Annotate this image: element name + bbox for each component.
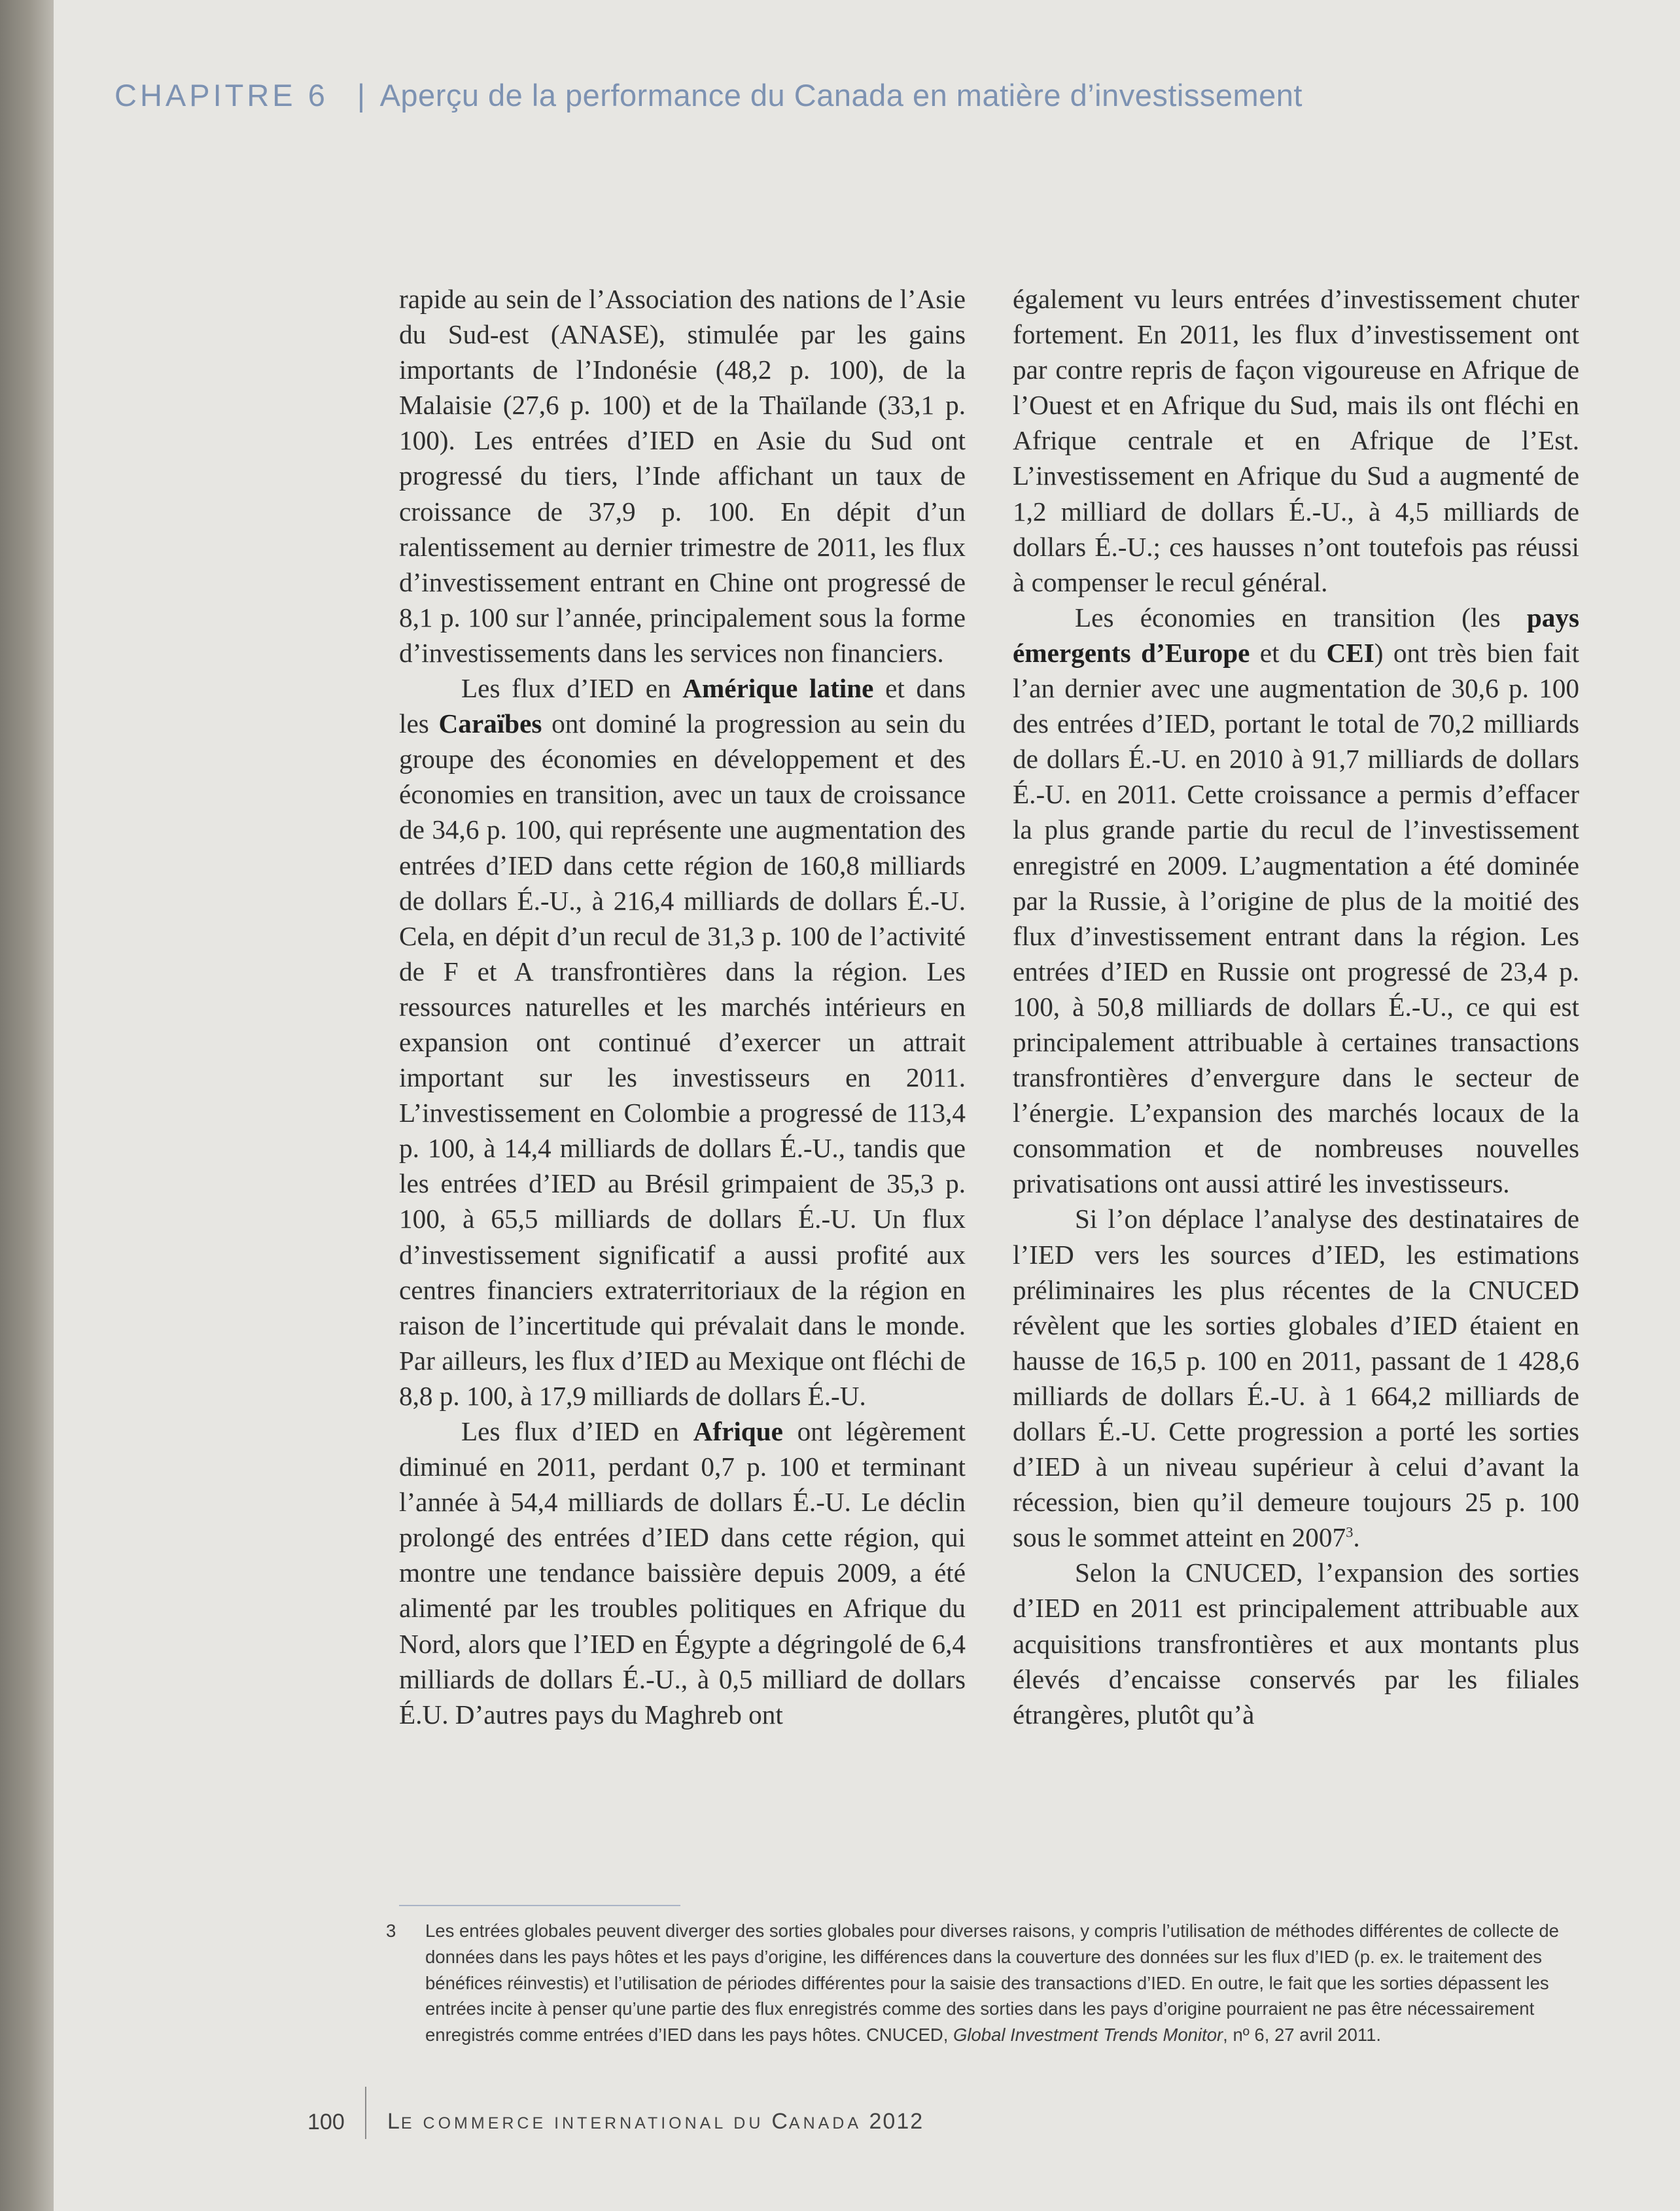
running-header bbox=[114, 77, 1303, 113]
footnote bbox=[386, 1918, 1603, 2048]
bold-term: Caraïbes bbox=[438, 708, 542, 739]
paragraph: également vu leurs entrées d’investissement chuter fortement. En 2011, les flux d’investissement ont par contre repris de façon vigoureuse en Afrique de l’Ouest et en Afrique du Sud, mais ils ont fléchi en Afrique centrale et en Afrique de l’Est. L’investissement en Afrique du Sud a augmenté de 1,2 milliard de dollars É.-U., à 4,5 milliards de dollars É.-U.; ces hausses n’ont toutefois pas réussi à compenser le recul général. bbox=[1013, 284, 1579, 597]
book-title: LE COMMERCE INTERNATIONAL DU CANADA 2012 bbox=[387, 2109, 924, 2134]
paragraph: rapide au sein de l’Association des nations de l’Asie du Sud-est (ANASE), stimulée par les gains importants de l’Indonésie (48,2 p. 100), de la Malaisie (27,6 p. 100) et de la Thaïlande (33,1 p. 100). Les entrées d’IED en Asie du Sud ont progressé du tiers, l’Inde affichant un taux de croissance de 37,9 p. 100. En dépit d’un ralentissement au dernier trimestre de 2011, les flux d’investissement entrant en Chine ont progressé de 8,1 p. 100 sur l’année, principalement sous la forme d’investissements dans les services non financiers. bbox=[399, 284, 966, 668]
footnote-rule bbox=[399, 1905, 680, 1906]
book-year: 2012 bbox=[869, 2109, 924, 2134]
paragraph: Les flux d’IED en Afrique ont légèrement diminué en 2011, perdant 0,7 p. 100 et terminant l’année à 54,4 milliards de dollars É.-U. Le déclin prolongé des entrées d’IED dans cette région, qui montre une tendance baissière depuis 2009, a été alimenté par les troubles politiques en Afrique du Nord, alors que l’IED en Égypte a dégringolé de 6,4 milliards de dollars É.-U., à 0,5 milliard de dollars É.U. D’autres pays du Maghreb ont bbox=[399, 1416, 966, 1730]
paragraph: Selon la CNUCED, l’expansion des sorties d’IED en 2011 est principalement attribuable aux acquisitions transfrontières et aux montants plus élevés d’encaisse conservés par les filiales étrangères, plutôt qu’à bbox=[1013, 1558, 1579, 1730]
header-separator: | bbox=[357, 78, 366, 113]
book-spine-edge bbox=[0, 0, 54, 2211]
paragraph: Si l’on déplace l’analyse des destinataires de l’IED vers les sources d’IED, les estimations préliminaires les plus récentes de la CNUCED révèlent que les sorties globales d’IED étaient en hausse de 16,5 p. 100 en 2011, passant de 1 428,6 milliards de dollars É.-U. à 1 664,2 milliards de dollars É.-U. Cette progression a porté les sorties d’IED à un niveau supérieur à celui d’avant la récession, bien qu’il demeure toujours 25 p. 100 sous le sommet atteint en 2007$^3$. bbox=[1013, 1204, 1579, 1553]
paragraph: Les économies en transition (les pays émergents d’Europe et du CEI) ont très bien fait l’an dernier avec une augmentation de 30,6 p. 100 des entrées d’IED, portant le total de 70,2 milliards de dollars É.-U. en 2010 à 91,7 milliards de dollars É.-U. en 2011. Cette croissance a permis d’effacer la plus grande partie du recul de l’investissement enregistré en 2009. L’augmentation a été dominée par la Russie, à l’origine de plus de la moitié des flux d’investissement entrant dans la région. Les entrées d’IED en Russie ont progressé de 23,4 p. 100, à 50,8 milliards de dollars É.-U., ce qui est principalement attribuable à certaines transactions transfrontières d’envergure dans le secteur de l’énergie. L’expansion des marchés locaux de la consommation et de nombreuses nouvelles privatisations ont aussi attiré les investisseurs. bbox=[1013, 602, 1579, 1199]
left-column bbox=[399, 281, 966, 1732]
footnote-text: Les entrées globales peuvent diverger des sorties globales pour diverses raisons, y compris l’utilisation de méthodes différentes de collecte de données dans les pays hôtes et les pays d’origine, les différences dans la couverture des données sur les flux d’IED (p. ex. le traitement des bénéfices réinvestis) et l’utilisation de périodes différentes pour la saisie des transactions d’IED. En outre, le fait que les sorties dépassent les entrées incite à penser qu’une partie des flux enregistrés comme des sorties dans les pays d’origine pourraient ne pas être nécessairement enregistrés comme entrées d’IED dans les pays hôtes. CNUCED, Global Investment Trends Monitor, nº 6, 27 avril 2011. bbox=[425, 1921, 1559, 2046]
footer-rule bbox=[365, 2087, 366, 2139]
footnote-number: 3 bbox=[386, 1921, 396, 1941]
right-column bbox=[1013, 281, 1579, 1732]
source-title: Global Investment Trends Monitor bbox=[953, 2025, 1223, 2046]
bold-term: Amérique latine bbox=[682, 673, 874, 704]
chapter-label: CHAPITRE 6 bbox=[114, 78, 328, 113]
bold-term: pays émergents d’Europe bbox=[1013, 602, 1579, 668]
paragraph: Les flux d’IED en Amérique latine et dans les Caraïbes ont dominé la progression au sein du groupe des économies en développement et des économies en transition, avec un taux de croissance de 34,6 p. 100, qui représente une augmentation des entrées d’IED dans cette région de 160,8 milliards de dollars É.-U., à 216,4 milliards de dollars É.-U. Cela, en dépit d’un recul de 31,3 p. 100 de l’activité de F et A transfrontières dans la région. Les ressources naturelles et les marchés intérieurs en expansion ont continué d’exercer un attrait important sur les investisseurs en 2011. L’investissement en Colombie a progressé de 113,4 p. 100, à 14,4 milliards de dollars É.-U., tandis que les entrées d’IED au Brésil grimpaient de 35,3 p. 100, à 65,5 milliards de dollars É.-U. Un flux d’investissement significatif a aussi profité aux centres financiers extraterritoriaux de la région en raison de l’incertitude qui prévalait dans le monde. Par ailleurs, les flux d’IED au Mexique ont fléchi de 8,8 p. 100, à 17,9 milliards de dollars É.-U. bbox=[399, 673, 966, 1411]
bold-term: Afrique bbox=[693, 1416, 783, 1446]
page-number: 100 bbox=[307, 2110, 345, 2134]
chapter-title: Aperçu de la performance du Canada en matière d’investissement bbox=[379, 78, 1303, 113]
footnote-ref[interactable]: 3 bbox=[1346, 1523, 1354, 1541]
bold-term: CEI bbox=[1326, 637, 1374, 668]
